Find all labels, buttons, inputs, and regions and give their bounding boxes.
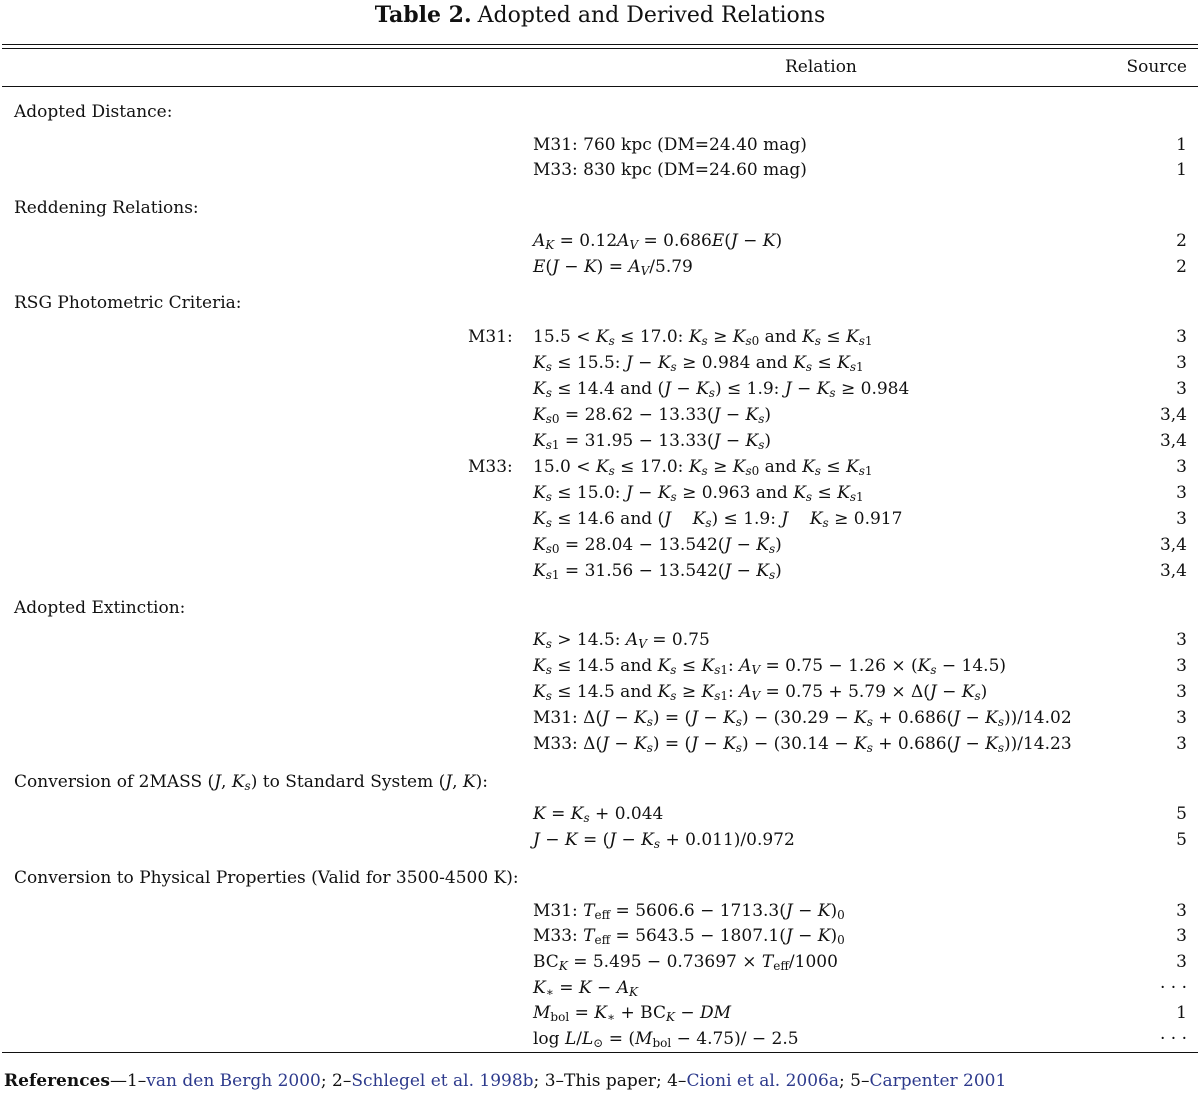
relation-cell: $K_{s0} = 28.04 - 13.542(J - K_s)$ [533,535,782,556]
table-row [0,376,1200,402]
section-title: Conversion to Physical Properties (Valid for 3500-4500 K): [14,868,519,888]
table-row [0,350,1200,376]
table-row [0,653,1200,679]
source-cell: 3 [1176,682,1187,702]
source-cell: 5 [1176,804,1187,824]
galaxy-label: M33: [468,457,513,477]
relation-cell: $J - K = (J - K_s + 0.011)/0.972$ [533,830,795,851]
source-cell: · · · [1159,978,1187,998]
relation-cell: $K_{s1} = 31.95 - 13.33(J - K_s)$ [533,431,771,452]
table-row [0,898,1200,924]
relation-cell: $BC_K = 5.495 - 0.73697 \times T_{eff}/1000$ [533,952,838,973]
column-header-relation: Relation [785,57,857,77]
relation-cell: $A_K = 0.12A_V = 0.686E(J - K)$ [533,231,783,252]
relation-cell: M31: 760 kpc (DM=24.40 mag) [533,135,807,155]
source-cell: 3 [1176,353,1187,373]
table-row [0,506,1200,532]
source-cell: 3 [1176,926,1187,946]
section-title: RSG Photometric Criteria: [14,293,242,313]
relation-cell: $15.5 < K_s \le 17.0$: $K_s \ge K_{s0}$ and $K_s \le K_{s1}$ [533,327,873,348]
reference-link[interactable]: van den Bergh 2000 [146,1071,321,1091]
section-header-row [0,865,1200,891]
relation-cell: $E(J - K) = A_V/5.79$ [533,257,693,278]
table-label: Table 2. [374,2,472,28]
source-cell: 3 [1176,952,1187,972]
relation-cell: $K_{s1} = 31.56 - 13.542(J - K_s)$ [533,561,782,582]
table-row [0,923,1200,949]
table-row [0,157,1200,183]
relation-cell: $K_s > 14.5$: $A_V = 0.75$ [533,630,710,651]
source-cell: · · · [1159,1029,1187,1049]
table-row [0,949,1200,975]
source-cell: 1 [1176,135,1187,155]
relation-cell: $K = K_s + 0.044$ [533,804,664,825]
table-row [0,705,1200,731]
source-cell: 3 [1176,327,1187,347]
table-row [0,827,1200,853]
section-title: Adopted Distance: [14,102,173,122]
table-title: Adopted and Derived Relations [477,3,826,28]
source-cell: 1 [1176,160,1187,180]
column-header-source: Source [1126,57,1187,77]
relation-cell: M33: 830 kpc (DM=24.60 mag) [533,160,807,180]
reference-link[interactable]: Carpenter 2001 [869,1071,1007,1091]
source-cell: 3 [1176,483,1187,503]
table-row [0,428,1200,454]
reference-link[interactable]: Cioni et al. 2006a [686,1071,839,1091]
table-row [0,975,1200,1001]
source-cell: 3,4 [1159,561,1187,581]
source-cell: 1 [1176,1003,1187,1023]
reference-link[interactable]: Schlegel et al. 1998b [351,1071,534,1091]
source-cell: 3 [1176,509,1187,529]
table-row [0,132,1200,158]
section-header-row [0,595,1200,621]
source-cell: 5 [1176,830,1187,850]
relation-cell: M33: $T_{eff} = 5643.5 - 1807.1(J - K)_0$ [533,926,845,947]
source-cell: 3 [1176,708,1187,728]
table-row [0,228,1200,254]
galaxy-label: M31: [468,327,513,347]
table-row [0,254,1200,280]
bottom-rule [2,1052,1198,1053]
relation-cell: M31: $\Delta(J - K_s) = (J - K_s) - (30.29 - K_s + 0.686(J - K_s))/14.02$ [533,708,1072,729]
relation-cell: $M_{bol} = K_∗ + BC_K$ − DM [533,1003,732,1024]
source-cell: 3 [1176,457,1187,477]
table-row [0,558,1200,584]
source-cell: 3 [1176,901,1187,921]
source-cell: 3 [1176,656,1187,676]
table-row [0,1026,1200,1052]
relation-cell: $15.0 < K_s \le 17.0$: $K_s \ge K_{s0}$ and $K_s \le K_{s1}$ [533,457,873,478]
source-cell: 3,4 [1159,535,1187,555]
relation-cell: M31: $T_{eff} = 5606.6 - 1713.3(J - K)_0$ [533,901,845,922]
table-row [0,402,1200,428]
relation-cell: $K_∗ = K - A_K$ [533,978,638,999]
table-row [0,627,1200,653]
source-cell: 3,4 [1159,431,1187,451]
source-cell: 3 [1176,379,1187,399]
references: References—1–van den Bergh 2000; 2–Schlegel et al. 1998b; 3–This paper; 4–Cioni et al. 2006a; 5–Carpenter 2001 [4,1071,1007,1091]
section-title: Adopted Extinction: [14,598,186,618]
table-row [0,480,1200,506]
header-rule [2,86,1198,87]
source-cell: 3 [1176,630,1187,650]
relation-cell: $K_s \le 14.6$ and (J $K_s) \le 1.9$: J $K_s \ge 0.917$ [533,509,903,530]
table-caption [0,0,1200,30]
section-header-row [0,769,1200,795]
reference-text: This paper [564,1071,656,1091]
table-row [0,454,1200,480]
references-label: References [4,1071,110,1091]
source-cell: 2 [1176,257,1187,277]
relation-cell: $\log L/L_⊙ = (M_{bol} - 4.75)/ - 2.5$ [533,1029,799,1050]
source-cell: 3,4 [1159,405,1187,425]
table-row [0,324,1200,350]
table-row [0,679,1200,705]
relation-cell: $K_{s0} = 28.62 - 13.33(J - K_s)$ [533,405,771,426]
section-title: Reddening Relations: [14,198,199,218]
section-header-row [0,99,1200,125]
section-title: Conversion of 2MASS (J, $K_s$) to Standard System (J, K): [14,772,488,793]
top-rule-1 [2,44,1198,45]
source-cell: 3 [1176,734,1187,754]
table-row [0,801,1200,827]
table-row [0,532,1200,558]
relation-cell: $K_s \le 14.4$ and $(J - K_s) \le 1.9$: $J - K_s \ge 0.984$ [533,379,910,400]
top-rule-2 [2,48,1198,49]
section-header-row [0,290,1200,316]
section-header-row [0,195,1200,221]
relation-cell: $K_s \le 15.5$: $J - K_s \ge 0.984$ and $K_s \le K_{s1}$ [533,353,864,374]
table-row [0,731,1200,757]
relation-cell: $K_s \le 14.5$ and $K_s \le K_{s1}$: $A_V = 0.75 - 1.26 \times (K_s - 14.5)$ [533,656,1007,677]
relation-cell: $K_s \le 15.0$: $J - K_s \ge 0.963$ and $K_s \le K_{s1}$ [533,483,864,504]
table-row [0,1000,1200,1026]
source-cell: 2 [1176,231,1187,251]
relation-cell: $K_s \le 14.5$ and $K_s \ge K_{s1}$: $A_V = 0.75 + 5.79 \times \Delta(J - K_s)$ [533,682,988,703]
relation-cell: M33: $\Delta(J - K_s) = (J - K_s) - (30.14 - K_s + 0.686(J - K_s))/14.23$ [533,734,1072,755]
